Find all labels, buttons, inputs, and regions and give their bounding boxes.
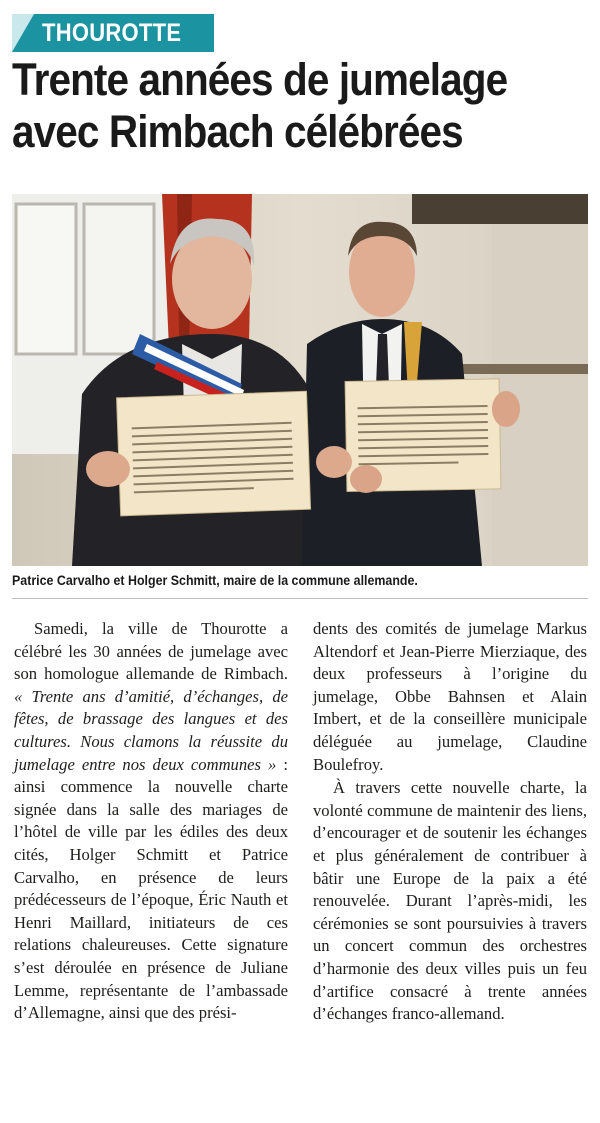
article-paragraph-1-cont <box>313 618 587 776</box>
paragraph-1-lead: Samedi, la ville de Thourotte a célébré les 30 années de jumelage avec son homologue allemande de Rimbach. <box>14 619 288 684</box>
paragraph-1-body: : ainsi commence la nouvelle charte signée dans la salle des mariages de l’hôtel de ville par les édiles des deux cités, Holger Schmitt et Patrice Carvalho, en présence de leurs prédécesseurs de l’époque, Éric Nauth et Henri Maillard, initiateurs de ces relations chaleureuses. Cette signature s’est déroulée en présence de Juliane Lemme, représentante de l’ambassade d’Allemagne, ainsi que des prési- <box>14 754 288 1023</box>
headline <box>12 54 588 158</box>
headline-line-1: Trente années de jumelage <box>12 54 508 105</box>
section-tag <box>12 14 214 52</box>
section-label: THOUROTTE <box>42 18 182 47</box>
article-paragraph-1 <box>14 618 288 1025</box>
charter-quote: « Trente ans d’amitié, d’échanges, de fêtes, de brassage des langues et des cultures. Nous clamons la réussite du jumelage entre nos deux communes » <box>14 686 288 774</box>
photo-caption: Patrice Carvalho et Holger Schmitt, maire de la commune allemande. <box>12 573 418 588</box>
article-photo <box>12 194 588 566</box>
article-paragraph-2: À travers cette nouvelle charte, la volonté commune de maintenir des liens, d’encourager et de soutenir les échanges et plus généralement de contribuer à bâtir une Europe de la paix a été renouvelée. Durant l’après-midi, les cérémonies se sont poursuivies à travers un concert commun des orchestres d’harmonie des deux villes puis un feu d’artifice consacré à trente années d’échanges franco-allemand. <box>313 778 587 1024</box>
caption-divider <box>12 598 588 599</box>
article-column-left <box>14 618 288 1025</box>
article-column-right <box>313 618 587 1026</box>
section-tag-accent <box>12 14 34 52</box>
paragraph-1-continuation: dents des comités de jumelage Markus Altendorf et Jean-Pierre Mierziaque, des deux professeurs à l’origine du jumelage, Obbe Bahnsen et Alain Imbert, et de la conseillère municipale déléguée au jumelage, Claudine Boulefroy. <box>313 619 587 774</box>
headline-line-2: avec Rimbach célébrées <box>12 106 463 157</box>
